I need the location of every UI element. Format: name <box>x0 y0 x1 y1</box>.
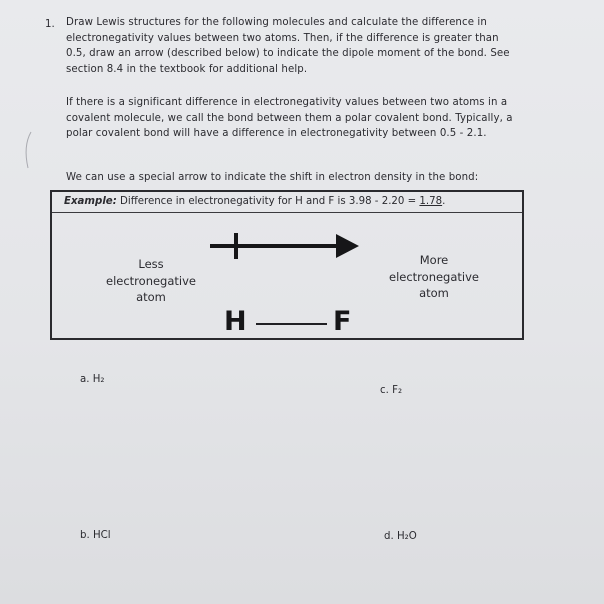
instruction-line: 0.5, draw an arrow (described below) to indicate the dipole moment of the bond. See <box>66 48 510 60</box>
example-answer: 1.78 <box>419 196 443 207</box>
question-instructions <box>66 15 510 77</box>
arrow-intro-text: We can use a special arrow to indicate the shift in electron density in the bond: <box>66 172 479 183</box>
atom-hydrogen: H <box>224 306 247 337</box>
less-electronegative-label: Less electronegative atom <box>106 257 196 304</box>
example-text: Difference in electronegativity for H and F is 3.98 - 2.20 = <box>116 196 420 207</box>
example-label: Example: <box>64 196 117 207</box>
dipole-arrow-icon <box>205 230 361 266</box>
part-b-hcl: b. HCl <box>80 530 111 541</box>
question-number: 1. <box>45 19 55 30</box>
bond-line <box>256 323 327 325</box>
instruction-line: electronegativity values between two atoms. Then, if the difference is greater than <box>66 32 499 44</box>
part-a-h2: a. H₂ <box>80 374 105 385</box>
atom-fluorine: F <box>333 306 352 337</box>
example-end: . <box>442 196 446 207</box>
instruction-line: section 8.4 in the textbook for additional help. <box>66 63 308 75</box>
explanation-line: If there is a significant difference in electronegativity values between two atoms in a <box>66 97 508 108</box>
part-d-h2o: d. H₂O <box>384 531 417 542</box>
more-electronegative-label: More electronegative atom <box>389 253 479 300</box>
example-header <box>52 192 522 213</box>
explanation-line: polar covalent bond will have a difference in electronegativity between 0.5 - 2.1. <box>66 128 487 140</box>
instruction-line: Draw Lewis structures for the following molecules and calculate the difference in <box>66 17 487 28</box>
polar-bond-explanation <box>66 95 513 142</box>
explanation-line: covalent molecule, we call the bond between them a polar covalent bond. Typically, a <box>66 112 513 124</box>
part-c-f2: c. F₂ <box>380 385 403 396</box>
pencil-mark <box>20 130 34 170</box>
